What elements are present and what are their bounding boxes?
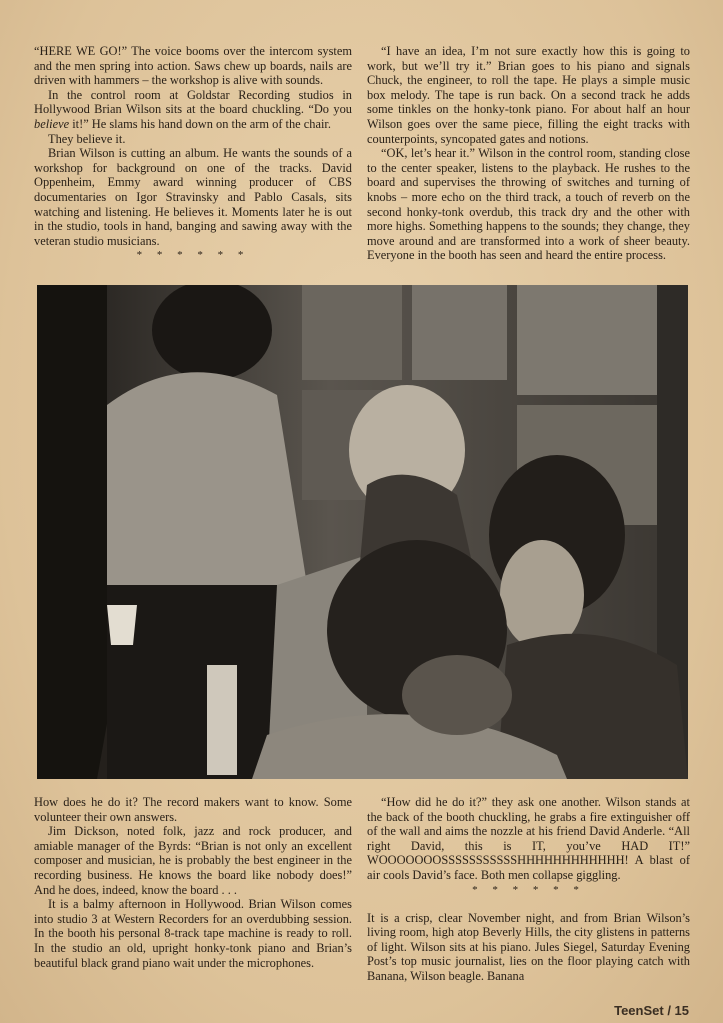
paragraph: Brian Wilson is cutting an album. He wants the sounds of a workshop for background on one of the tracks. David Oppenheim, Emmy award winning producer of CBS documentaries on Igor Stravinsky and Pablo Casals, sits watching and listening. He believes it. Moments later he is out in the studio, tools in hand, banging and sawing away with the veteran studio musicians. bbox=[34, 146, 352, 248]
paragraph: How does he do it? The record makers want to know. Some volunteer their own answers. bbox=[34, 795, 352, 824]
paragraph: “I have an idea, I’m not sure exactly how this is going to work, but we’ll try it.” Brian goes to his piano and signals Chuck, the engineer, to roll the tape. He plays a simple music box melody. The tape is run back. On a second track he adds some tinkles on the honky-tonk piano. For about half an hour Wilson goes over the same piece, filling the eight tracks with counterpoints, syncopated gates and notions. bbox=[367, 44, 690, 146]
article-column-4 bbox=[367, 795, 690, 984]
section-divider: * * * * * * bbox=[472, 883, 585, 896]
photo-image bbox=[37, 285, 688, 779]
paragraph: “How did he do it?” they ask one another. Wilson stands at the back of the booth chuckling, he grabs a fire extinguisher off of the wall and aims the nozzle at his friend David Anderle. “All right David, this is IT, you’ve HAD IT!” WOOOOOOOSSSSSSSSSSSHHHHHHHHHHHH! A blast of air cools David’s face. Both men collapse giggling. bbox=[367, 795, 690, 882]
page-folio: TeenSet / 15 bbox=[614, 1003, 689, 1018]
paragraph: It is a crisp, clear November night, and from Brian Wilson’s living room, high atop Beverly Hills, the city glistens in patterns of light. Wilson sits at his piano. Jules Siegel, Saturday Evening Post’s top music journalist, lies on the floor playing catch with Banana, Wilson beagle. Banana bbox=[367, 910, 690, 983]
article-column-1 bbox=[34, 44, 352, 262]
paragraph: They believe it. bbox=[48, 131, 126, 146]
section-divider: * * * * * * bbox=[136, 249, 250, 262]
paragraph: It is a balmy afternoon in Hollywood. Brian Wilson comes into studio 3 at Western Recorders for an overdubbing session. In the booth his personal 8-track tape machine is ready to roll. In the studio an old, upright honky-tonk piano and Brian’s beautiful black grand piano wait under the microphones. bbox=[34, 897, 352, 970]
paragraph: In the control room at Goldstar Recording studios in Hollywood Brian Wilson sits at the board chuckling. “Do you believe it!” He slams his hand down on the arm of the chair. bbox=[34, 87, 352, 131]
article-column-3 bbox=[34, 795, 352, 970]
paragraph: “OK, let’s hear it.” Wilson in the control room, standing close to the center speaker, listens to the playback. He rushes to the board and supervises the throwing of switches and turning of knobs – more echo on the third track, a touch of reverb on the second honky-tonk overdub, this track dry and the other with more highs. Something happens to the sounds; they change, they move around and are transformed into a work of sheer beauty. Everyone in the booth has seen and heard the entire process. bbox=[367, 146, 690, 263]
paragraph: “HERE WE GO!” The voice booms over the intercom system and the men spring into action. Saws chew up boards, nails are driven with hammers – the workshop is alive with sounds. bbox=[34, 44, 352, 88]
article-column-2 bbox=[367, 44, 690, 263]
paragraph: Jim Dickson, noted folk, jazz and rock producer, and amiable manager of the Byrds: “Brian is not only an excellent composer and musician, he is probably the best engineer in the recording business. He knows the board like nobody does!” And he does, indeed, know the board . . . bbox=[34, 824, 352, 897]
studio-photograph bbox=[37, 285, 688, 779]
